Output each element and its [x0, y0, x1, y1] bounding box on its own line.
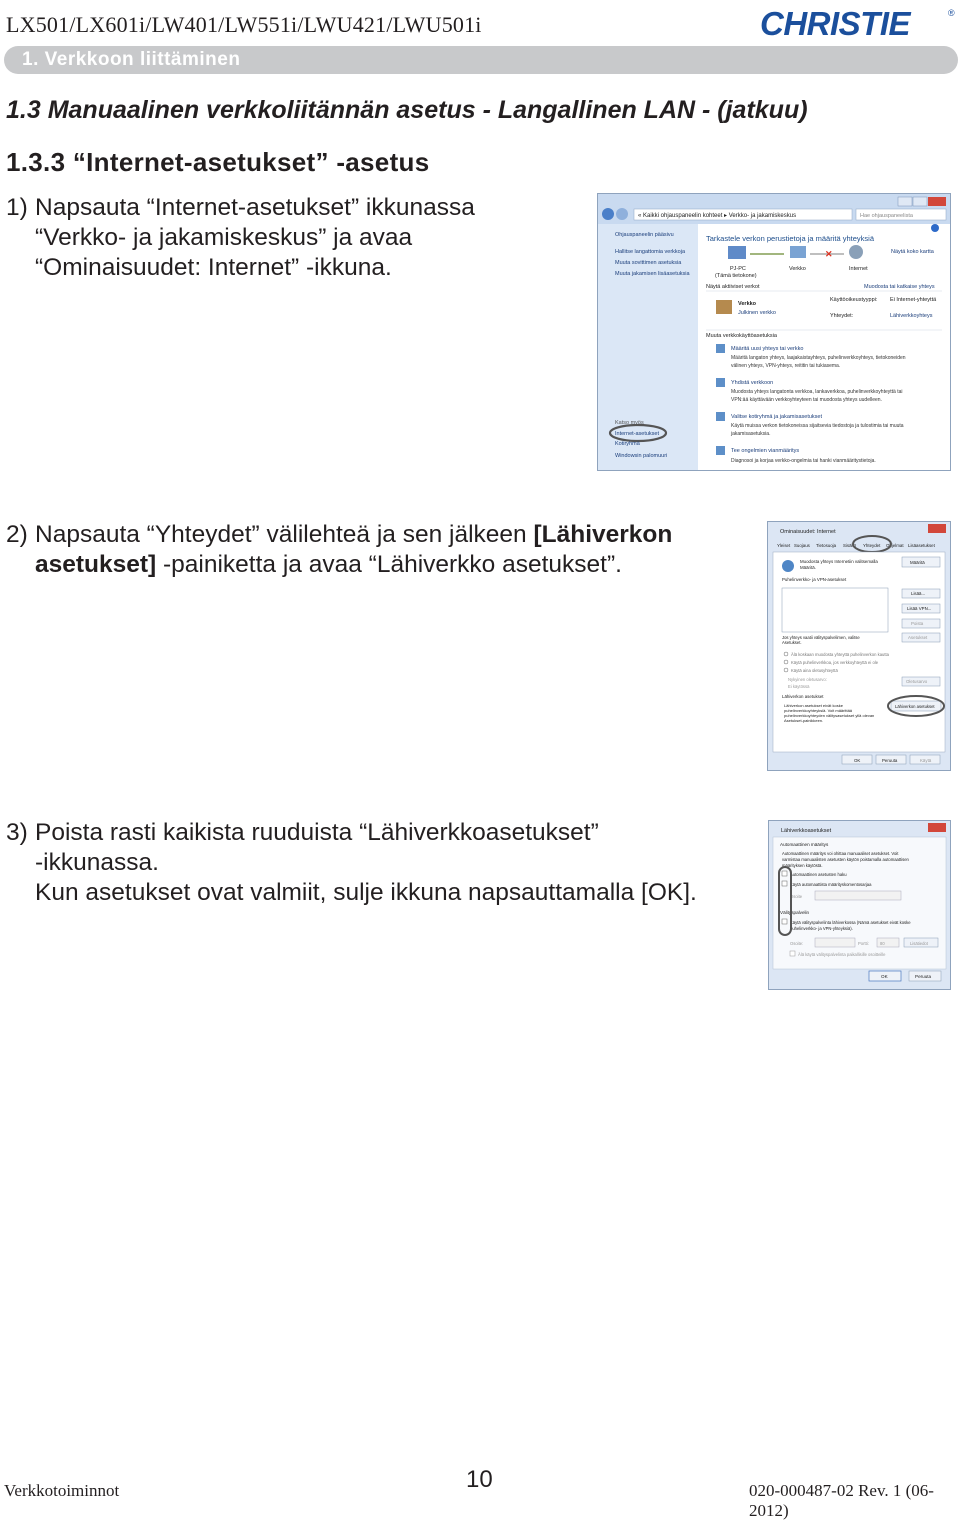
address-bar[interactable]: « Kaikki ohjauspaneelin kohteet ▸ Verkko- ja jakamiskeskus — [638, 213, 797, 219]
group-label: Puhelinverkko- ja VPN-asetukset — [782, 577, 847, 582]
change-settings-label: Muuta verkkokäyttöasetuksia — [706, 333, 777, 339]
close-button[interactable] — [928, 823, 946, 832]
task-desc: Määritä langaton yhteys, laajakaistayhteys, puhelinverkkoyhteys, tietokoneiden — [731, 355, 906, 361]
network-icon — [790, 246, 806, 258]
port-label: Portti: — [858, 941, 869, 946]
sidebar-link[interactable]: Muuta jakamisen lisäasetuksia — [615, 271, 690, 277]
radio-button[interactable] — [784, 652, 788, 656]
auto-detect-checkbox[interactable] — [782, 871, 787, 876]
step-line: Kun asetukset ovat valmiit, sulje ikkuna napsauttamalla [OK]. — [35, 879, 697, 906]
node-label: Internet — [849, 266, 868, 272]
subsection-heading: 1.3.3 “Internet-asetukset” -asetus — [6, 147, 430, 177]
connections-label: Yhteydet: — [830, 313, 854, 319]
section-heading: 1.3 Manuaalinen verkkoliitännän asetus - Langallinen LAN - (jatkuu) — [6, 96, 808, 124]
homegroup-icon — [716, 412, 725, 421]
document-revision: 020-000487-02 Rev. 1 (06-2012) — [749, 1481, 934, 1520]
tab-connections[interactable]: Yhteydet — [863, 543, 881, 548]
step-number: 1) — [6, 194, 28, 221]
task-link[interactable]: Tee ongelmien vianmääritys — [731, 448, 800, 454]
task-link[interactable]: Valitse kotiryhmä ja jakamisasetukset — [731, 414, 822, 420]
full-map-link[interactable]: Näytä koko kartta — [891, 249, 934, 255]
trademark-symbol: ® — [948, 8, 955, 18]
radio-label: Käytä aina oletusyhteyttä — [791, 668, 838, 673]
network-name: Verkko — [738, 301, 757, 307]
tab[interactable]: Suojaus — [794, 543, 810, 548]
settings-button[interactable]: Asetukset — [908, 635, 928, 640]
step-bold-text: [Lähiverkon — [533, 521, 673, 548]
disconnected-icon: ✕ — [825, 249, 833, 259]
setup-text: Muodosta yhteys Internetiin valitsemalla — [800, 559, 878, 564]
step-2 — [6, 520, 746, 580]
tab[interactable]: Sisältö — [843, 543, 857, 548]
connections-link[interactable]: Lähiverkkoyhteys — [890, 313, 933, 319]
radio-button[interactable] — [784, 660, 788, 664]
firewall-link[interactable]: Windowsin palomuuri — [615, 453, 668, 459]
proxy-text: Asetukset. — [782, 640, 802, 645]
task-desc: Muodosta yhteys langatonta verkkoa, lankaverkkoa, puhelinverkkoyhteyttä tai — [731, 389, 903, 395]
auto-script-checkbox[interactable] — [782, 881, 787, 886]
tab[interactable]: Tietosuoja — [816, 543, 837, 548]
node-label: (Tämä tietokone) — [715, 273, 757, 279]
cancel-button[interactable]: Peruuta — [882, 758, 898, 763]
sidebar-link[interactable]: Hallitse langattomia verkkoja — [615, 249, 686, 255]
close-button[interactable] — [928, 524, 946, 533]
proxy-address-input[interactable] — [815, 938, 855, 947]
setup-button[interactable]: Määritä — [910, 560, 925, 565]
dialog-title: Lähiverkkoasetukset — [781, 828, 832, 834]
section-title: 1. Verkkoon liittäminen — [22, 49, 241, 70]
lan-text: Lähiverkon asetukset eivät koske — [784, 703, 843, 708]
task-link[interactable]: Yhdistä verkkoon — [731, 380, 774, 386]
step-number: 3) — [6, 819, 28, 846]
auto-text: Automaattinen määritys voi ohittaa manuaaliset asetukset. Voit — [782, 851, 899, 856]
sidebar-home-link[interactable]: Ohjauspaneelin pääsivu — [615, 232, 674, 238]
current-default-label: Nykyinen oletusarvo: — [788, 677, 827, 682]
step-text: Napsauta “Yhteydet” välilehteä ja sen jälkeen — [35, 521, 534, 548]
step-text: -painiketta ja avaa “Lähiverkko asetukset”. — [156, 551, 622, 578]
auto-text: varmistaa manuaalisten asetusten käytön poistamalla automaattisen — [782, 857, 909, 862]
dialog-title: Ominaisuudet: Internet — [780, 529, 836, 535]
cancel-button[interactable]: Peruuta — [915, 974, 932, 979]
setup-connection-icon — [716, 344, 725, 353]
step-1 — [6, 193, 586, 283]
script-address-input[interactable] — [815, 891, 901, 900]
step-line: Poista rasti kaikista ruuduista “Lähiverkkoasetukset” — [35, 819, 599, 846]
task-desc: VPN:ää käyttävään verkkoyhteyteen tai muodosta yhteys uudelleen. — [731, 397, 882, 403]
step-line: Napsauta “Internet-asetukset” ikkunassa — [35, 194, 475, 221]
task-link[interactable]: Määritä uusi yhteys tai verkko — [731, 346, 804, 352]
current-default-value: Ei käytössä — [788, 684, 810, 689]
checkbox-label: puhelinverkko- ja VPN-yhteyksiä). — [790, 926, 853, 931]
advanced-button[interactable]: Lisätiedot — [910, 941, 928, 946]
node-label: PJ-PC — [730, 266, 746, 272]
christie-logo — [760, 4, 956, 40]
group-label: Lähiverkon asetukset — [782, 694, 824, 699]
checkbox-label: Automaattinen asetusten haku — [790, 872, 847, 877]
page-number: 10 — [466, 1466, 493, 1493]
lan-text: puhelinverkkoyhteyden välitysasetukset yllä olevan — [784, 713, 875, 718]
access-type-value: Ei Internet-yhteyttä — [890, 297, 937, 303]
ok-button[interactable]: OK — [854, 758, 861, 763]
model-title: LX501/LX601i/LW401/LW551i/LWU421/LWU501i — [6, 12, 482, 37]
dialup-list[interactable] — [782, 588, 888, 632]
step-3 — [6, 818, 762, 908]
tab[interactable]: Yleiset — [777, 543, 791, 548]
troubleshoot-icon — [716, 446, 725, 455]
radio-label: Käytä puhelinverkkoa, jos verkkoyhteyttä ei ole — [791, 660, 879, 665]
computer-icon — [728, 246, 746, 259]
ok-button[interactable]: OK — [881, 974, 888, 979]
sidebar-link[interactable]: Muuta sovittimen asetuksia — [615, 260, 682, 266]
add-button[interactable]: Lisää... — [911, 591, 926, 596]
node-label: Verkko — [789, 266, 806, 272]
network-type-link[interactable]: Julkinen verkko — [738, 310, 776, 316]
connect-link[interactable]: Muodosta tai katkaise yhteys — [864, 284, 935, 290]
radio-label: Älä koskaan muodosta yhteyttä puhelinverkon kautta — [791, 652, 890, 657]
globe-icon — [849, 245, 863, 259]
use-proxy-checkbox[interactable] — [782, 919, 787, 924]
section-bar — [4, 46, 958, 74]
step-bold-text: asetukset] — [35, 551, 157, 578]
connect-network-icon — [716, 378, 725, 387]
lan-settings-screenshot — [768, 820, 951, 990]
set-default-button[interactable]: Oletusarvo — [906, 679, 928, 684]
globe-icon — [782, 560, 794, 572]
setup-text: Määritä. — [800, 565, 816, 570]
step-line: “Ominaisuudet: Internet” -ikkuna. — [35, 254, 392, 281]
bypass-checkbox[interactable] — [790, 951, 795, 956]
task-desc: jakamisasetuksia. — [731, 431, 771, 437]
main-title: Tarkastele verkon perustietoja ja määritä yhteyksiä — [706, 234, 874, 243]
internet-properties-screenshot — [767, 521, 951, 771]
address-label: Osoite — [790, 894, 803, 899]
lan-settings-button[interactable]: Lähiverkon asetukset — [895, 704, 935, 709]
port-input[interactable]: 80 — [880, 941, 885, 946]
checkbox-label: Älä käytä välityspalvelinta paikallisille osoitteille — [798, 952, 886, 957]
tab[interactable]: Lisäasetukset — [908, 543, 935, 548]
remove-button[interactable]: Poista — [911, 621, 924, 626]
proxy-address-label: Osoite: — [790, 941, 804, 946]
radio-button[interactable] — [784, 668, 788, 672]
search-box[interactable]: Hae ohjauspaneelista — [860, 213, 913, 219]
auto-text: määrityksen käytöstä. — [782, 863, 823, 868]
see-also-label: Katso myös — [615, 420, 644, 426]
checkbox-label: Käytä automaattista määrityskomentosarjaa — [790, 882, 872, 887]
step-line: “Verkko- ja jakamiskeskus” ja avaa — [35, 224, 413, 251]
step-line: -ikkunassa. — [35, 849, 159, 876]
internet-options-link[interactable]: Internet-asetukset — [615, 431, 660, 437]
network-sharing-center-screenshot — [597, 193, 951, 471]
bench-icon — [716, 300, 732, 314]
group-label: Välityspalvelin — [780, 910, 810, 915]
lan-text: Asetukset-painikkeen. — [784, 718, 824, 723]
homegroup-link[interactable]: Kotiryhmä — [615, 441, 640, 447]
step-number: 2) — [6, 521, 28, 548]
lan-text: puhelinverkkoyhteyksiä. Voit määrittää — [784, 708, 853, 713]
add-vpn-button[interactable]: Lisää VPN... — [907, 606, 932, 611]
checkbox-label: Käytä välityspalvelinta lähiverkossa (Nämä asetukset eivät koske — [790, 920, 911, 925]
active-networks-label: Näytä aktiiviset verkot — [706, 284, 760, 290]
access-type-label: Käyttöoikeustyyppi: — [830, 297, 878, 303]
footer-section: Verkkotoiminnot — [4, 1481, 120, 1500]
task-desc: välinen yhteys, VPN-yhteys, reititin tai tukiasema. — [731, 363, 841, 369]
task-desc: Käytä muissa verkon tietokoneissa sijaitsevia tiedostoja ja tulostimia tai muuta — [731, 423, 904, 429]
apply-button[interactable]: Käytä — [920, 758, 932, 763]
tab[interactable]: Ohjelmat — [886, 543, 904, 548]
task-desc: Diagnosoi ja korjaa verkko-ongelmia tai hanki vianmääritystietoja. — [731, 458, 876, 464]
help-icon[interactable] — [931, 224, 939, 232]
brand-logo-text: CHRISTIE — [760, 5, 911, 40]
group-label: Automaattinen määritys — [780, 842, 829, 847]
proxy-text: Jos yhteys vaatii välityspalvelimen, valitse — [782, 635, 860, 640]
